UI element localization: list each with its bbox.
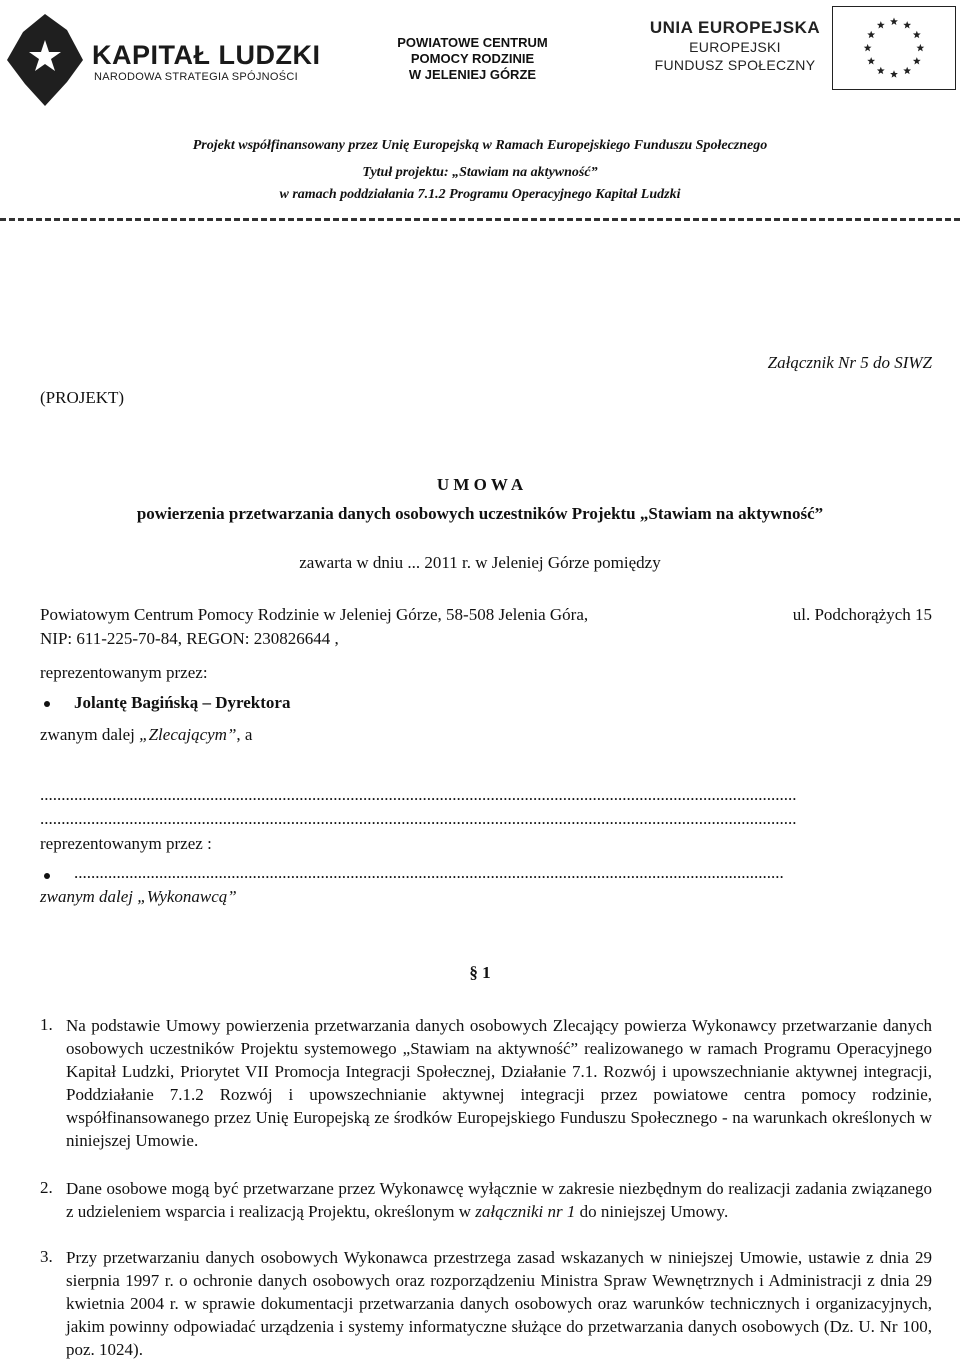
item-number: 3.	[40, 1247, 53, 1266]
project-subaction-line: w ramach poddziałania 7.1.2 Programu Operacyjnego Kapitał Ludzki	[279, 187, 681, 202]
project-cofinanced-line: Projekt współfinansowany przez Unię Europejską w Ramach Europejskiego Funduszu Społecznego	[192, 138, 768, 153]
eu-line-2: EUROPEJSKI	[689, 39, 781, 55]
pcpr-name	[370, 35, 575, 83]
blank-dots-3: .......................................................................................................................................................................	[74, 863, 784, 882]
header-divider	[0, 218, 960, 221]
blank-dots-1: ..................................................................................................................................................................................	[40, 785, 797, 804]
party1-line-1: Powiatowym Centrum Pomocy Rodzinie w Jeleniej Górze, 58-508 Jelenia Góra,	[40, 605, 589, 624]
eu-star-icon	[903, 67, 911, 74]
eu-star-icon	[867, 31, 875, 38]
eu-star-icon	[916, 44, 924, 51]
represented-by: reprezentowanym przez:	[40, 663, 208, 682]
eu-star-icon	[864, 44, 872, 51]
eu-star-icon	[913, 31, 921, 38]
eu-star-icon	[903, 21, 911, 28]
eu-line-1: UNIA EUROPEJSKA	[649, 18, 821, 37]
called-zlecajacy	[40, 724, 252, 746]
contract-subtitle: powierzenia przetwarzania danych osobowych uczestników Projektu „Stawiam na aktywność”	[136, 504, 824, 523]
item-number: 1.	[40, 1015, 53, 1034]
called-name: „Zlecającym”	[139, 725, 237, 744]
item-2-text	[66, 1177, 932, 1223]
section-heading: § 1	[469, 963, 491, 982]
bullet-icon	[44, 873, 50, 879]
contract-title: U M O W A	[436, 475, 524, 494]
bullet-icon	[44, 701, 50, 707]
representative: Jolantę Bagińską – Dyrektora	[74, 693, 291, 712]
pcpr-line-2: POMOCY RODZINIE	[410, 51, 535, 66]
party1-line-2: NIP: 611-225-70-84, REGON: 230826644 ,	[40, 629, 339, 648]
eu-line-3: FUNDUSZ SPOŁECZNY	[654, 57, 816, 73]
item-1-text: Na podstawie Umowy powierzenia przetwarzania danych osobowych Zlecający powierza Wykonawcy przetwarzanie danych osobowych uczestników Projektu systemowego „Stawiam na aktywność” realizowanego w ramach Programu Operacyjnego Kapitał Ludzki, Priorytet VII Promocja Integracji Społecznej, Działanie 7.1. Rozwój i upowszechnianie aktywnej integracji, Poddziałanie 7.1.2 Rozwój i upowszechnianie aktywnej integracji przez powiatowe centra pomocy rodzinie, współfinansowanego przez Unię Europejską ze środków Europejskiego Funduszu Społecznego - na warunkach określonych w niniejszej Umowie.	[66, 1016, 932, 1150]
item-2-text-em: załączniki nr 1	[475, 1202, 576, 1221]
blank-dots-2: ..................................................................................................................................................................................	[40, 809, 797, 828]
eu-star-icon	[877, 21, 885, 28]
eu-fund-text	[640, 18, 830, 74]
attachment-label: Załącznik Nr 5 do SIWZ	[767, 353, 932, 372]
party1-address: ul. Podchorążych 15	[792, 605, 932, 624]
eu-star-icon	[913, 57, 921, 64]
eu-star-icon	[890, 18, 898, 25]
concluded-line: zawarta w dniu ... 2011 r. w Jeleniej Górze pomiędzy	[299, 553, 661, 572]
item-2-text-b: do niniejszej Umowy.	[575, 1202, 729, 1221]
kapital-ludzki-title: KAPITAŁ LUDZKI	[92, 40, 321, 70]
eu-flag-icon	[832, 6, 956, 90]
item-3-text: Przy przetwarzaniu danych osobowych Wykonawca przestrzega zasad wskazanych w niniejszej Umowie, ustawie z dnia 29 sierpnia 1997 r. o ochronie danych osobowych oraz rozporządzeniu Ministra Spraw Wewnętrznych i Administracji z dnia 29 kwietnia 2004 r. w sprawie dokumentacji przetwarzania danych osobowych oraz warunków technicznych i organizacyjnych, jakim powinny odpowiadać urządzenia i systemy informatyczne służące do przetwarzania danych osobowych (Dz. U. Nr 100, poz. 1024).	[66, 1248, 932, 1359]
kapital-ludzki-star-logo	[5, 12, 87, 108]
eu-star-icon	[877, 67, 885, 74]
eu-star-icon	[890, 70, 898, 77]
pcpr-line-1: POWIATOWE CENTRUM	[397, 35, 548, 50]
called-prefix: zwanym dalej	[40, 725, 135, 744]
item-number: 2.	[40, 1178, 53, 1197]
project-marker: (PROJEKT)	[40, 388, 125, 407]
project-title-line: Tytuł projektu: „Stawiam na aktywność”	[362, 165, 598, 180]
represented-by-2: reprezentowanym przez :	[40, 834, 212, 853]
kapital-ludzki-subtitle: NARODOWA STRATEGIA SPÓJNOŚCI	[94, 71, 298, 83]
called-wykonawca: zwanym dalej „Wykonawcą”	[40, 887, 237, 906]
called-suffix: , a	[236, 725, 253, 744]
pcpr-line-3: W JELENIEJ GÓRZE	[408, 67, 537, 82]
eu-star-icon	[867, 57, 875, 64]
item-2-text-a: Dane osobowe mogą być przetwarzane przez Wykonawcę wyłącznie w zakresie niezbędnym do realizacji zadania związanego z udzieleniem wsparcia i realizacją Projektu, określonym w	[66, 1179, 932, 1221]
